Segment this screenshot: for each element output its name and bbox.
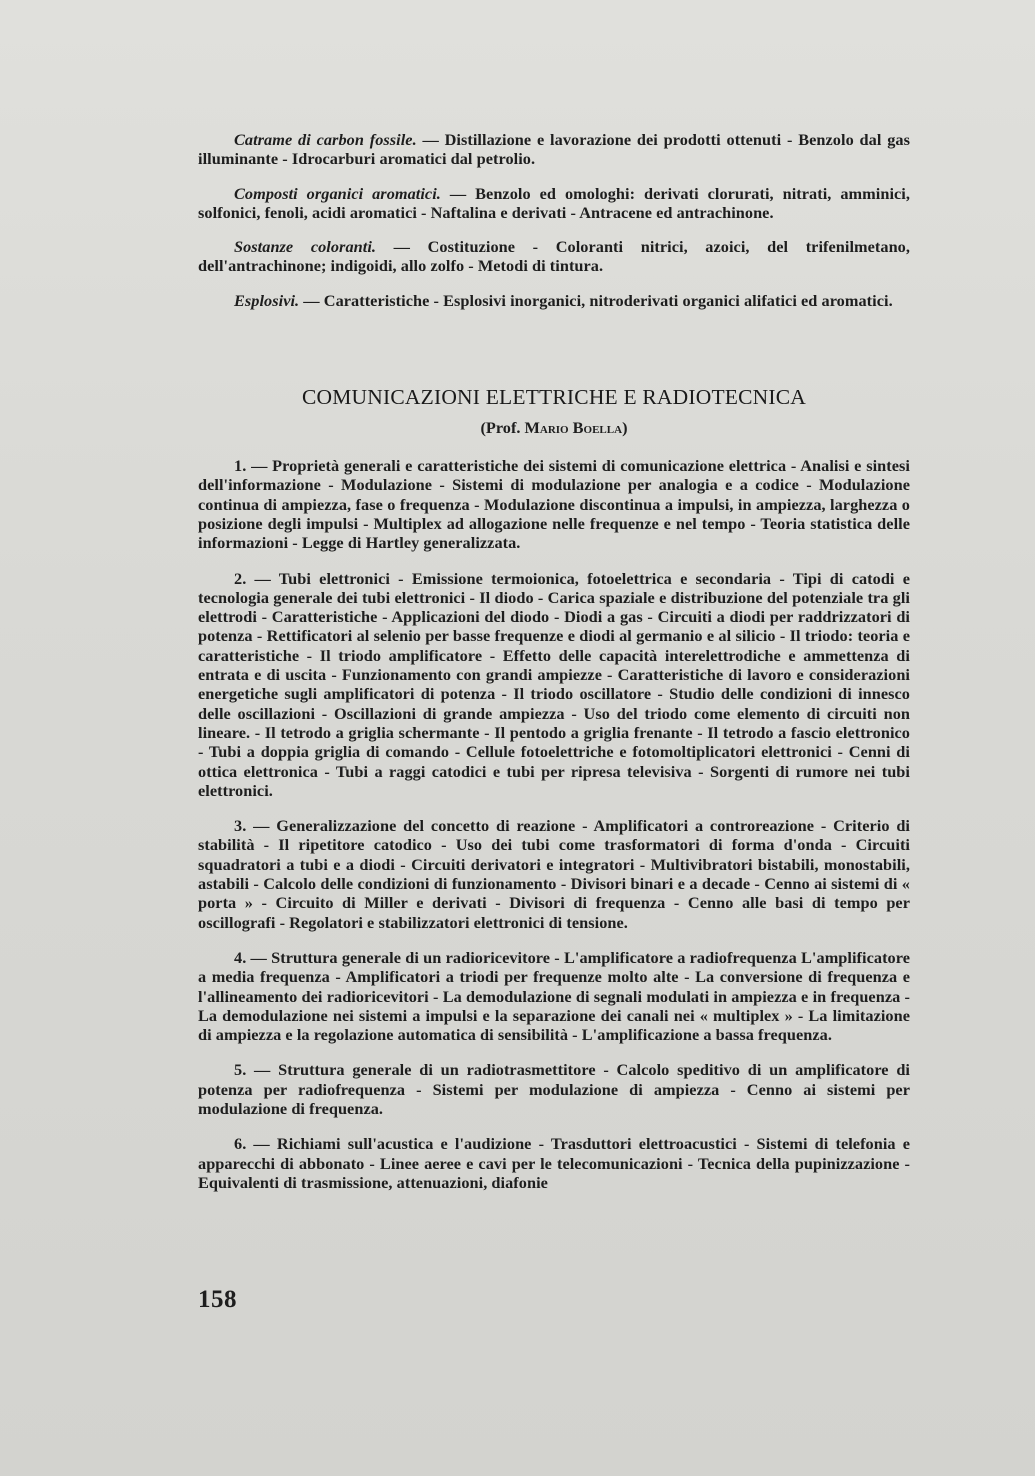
- numbered-paragraph-4: 4. — Struttura generale di un radioricevitore - L'amplificatore a radiofrequenza L'amplificatore a media frequenza - Amplificatori a triodi per frequenze molto alte - La conversione di frequenza e l'allineamento dei radioricevitori - La demodulazione di segnali modulati in ampiezza e in frequenza - La demodulazione nei sistemi a impulsi e la separazione dei canali nei « multiplex » - La limitazione di ampiezza e la regolazione automatica di sensibilità - L'amplificazione a bassa frequenza.: [198, 947, 910, 1045]
- numbered-paragraph-1: 1. — Proprietà generali e caratteristiche dei sistemi di comunicazione elettrica - Analisi e sintesi dell'informazione - Modulazione - Sistemi di modulazione per analogia e a codice - Modulazione continua di ampiezza, fase o frequenza - Modulazione discontinua a impulsi, in ampiezza, larghezza o posizione degli impulsi - Multiplex ad allogazione nelle frequenze e nel tempo - Teoria statistica delle informazioni - Legge di Hartley generalizzata.: [198, 456, 910, 553]
- paragraph-body: — Distillazione e lavorazione dei prodotti ottenuti - Benzolo dal gas illuminante - Idrocarburi aromatici dal petrolio.: [198, 130, 910, 169]
- author-prefix: (Prof.: [480, 418, 525, 438]
- text-column: [198, 130, 910, 1192]
- page-number: 158: [198, 1286, 237, 1313]
- paragraph-body: — Caratteristiche - Esplosivi inorganici, nitroderivati organici alifatici ed aromatici.: [299, 290, 893, 310]
- numbered-paragraph-2: 2. — Tubi elettronici - Emissione termoionica, fotoelettrica e secondaria - Tipi di catodi e tecnologia generale dei tubi elettronici - Il diodo - Carica spaziale e distribuzione del potenziale tra gli elettrodi - Caratteristiche - Applicazioni del diodo - Diodi a gas - Circuiti a diodi per raddrizzatori di potenza - Rettificatori al selenio per basse frequenze e diodi al germanio e al silicio - Il triodo: teoria e caratteristiche - Il triodo amplificatore - Effetto delle capacità interelettrodiche e ammettenza di entrata e di uscita - Funzionamento con grandi ampiezze - Caratteristiche di lavoro e considerazioni energetiche sugli amplificatori di potenza - Il triodo oscillatore - Studio delle condizioni di innesco delle oscillazioni - Oscillazioni di grande ampiezza - Uso del triodo come elemento di circuiti non lineare. - Il tetrodo a griglia schermante - Il pentodo a griglia frenante - Il tetrodo a fascio elettronico - Tubi a doppia griglia di comando - Cellule fotoelettriche e fotomoltiplicatori elettronici - Cenni di ottica elettronica - Tubi a raggi catodici e tubi per ripresa televisiva - Sorgenti di rumore nei tubi elettronici.: [198, 568, 910, 800]
- paragraph-sostanze: [198, 237, 910, 276]
- paragraph-heading: Sostanze coloranti.: [234, 237, 377, 257]
- numbered-paragraph-5: 5. — Struttura generale di un radiotrasmettitore - Calcolo speditivo di un amplificatore di potenza per radiofrequenza - Sistemi per modulazione di ampiezza - Cenno ai sistemi per modulazione di frequenza.: [198, 1060, 910, 1118]
- paragraph-body: — Costituzione - Coloranti nitrici, azoici, del trifenilmetano, dell'antrachinone; indigoidi, allo zolfo - Metodi di tintura.: [198, 237, 910, 276]
- paragraph-esplosivi: [198, 291, 910, 310]
- paragraph-composti: [198, 184, 910, 223]
- numbered-paragraph-6: 6. — Richiami sull'acustica e l'audizione - Trasduttori elettroacustici - Sistemi di telefonia e apparecchi di abbonato - Linee aeree e cavi per le telecomunicazioni - Tecnica della pupinizzazione - Equivalenti di trasmissione, attenuazioni, diafonie: [198, 1134, 910, 1192]
- section-author: [198, 418, 910, 438]
- paragraph-body: — Benzolo ed omologhi: derivati clorurati, nitrati, amminici, solfonici, fenoli, acidi aromatici - Naftalina e derivati - Antracene ed antrachinone.: [198, 183, 910, 222]
- paragraph-heading: Catrame di carbon fossile.: [234, 130, 417, 149]
- author-suffix: ): [622, 418, 628, 438]
- section-title: COMUNICAZIONI ELETTRICHE E RADIOTECNICA: [301, 385, 807, 410]
- paragraph-heading: Esplosivi.: [234, 290, 300, 310]
- author-name: Mario Boella: [524, 418, 623, 438]
- paragraph-catrame: [198, 130, 910, 169]
- paragraph-heading: Composti organici aromatici.: [234, 183, 441, 203]
- numbered-paragraph-3: 3. — Generalizzazione del concetto di reazione - Amplificatori a controreazione - Criterio di stabilità - Il ripetitore catodico - Uso dei tubi come trasformatori di forma d'onda - Circuiti squadratori a tubi e a diodi - Circuiti derivatori e integratori - Multivibratori bistabili, monostabili, astabili - Calcolo delle condizioni di funzionamento - Divisori binari e a decade - Cenno ai sistemi di « porta » - Circuito di Miller e derivati - Divisori di frequenza - Cenno alle basi di tempo per oscillografi - Regolatori e stabilizzatori elettronici di tensione.: [198, 816, 910, 932]
